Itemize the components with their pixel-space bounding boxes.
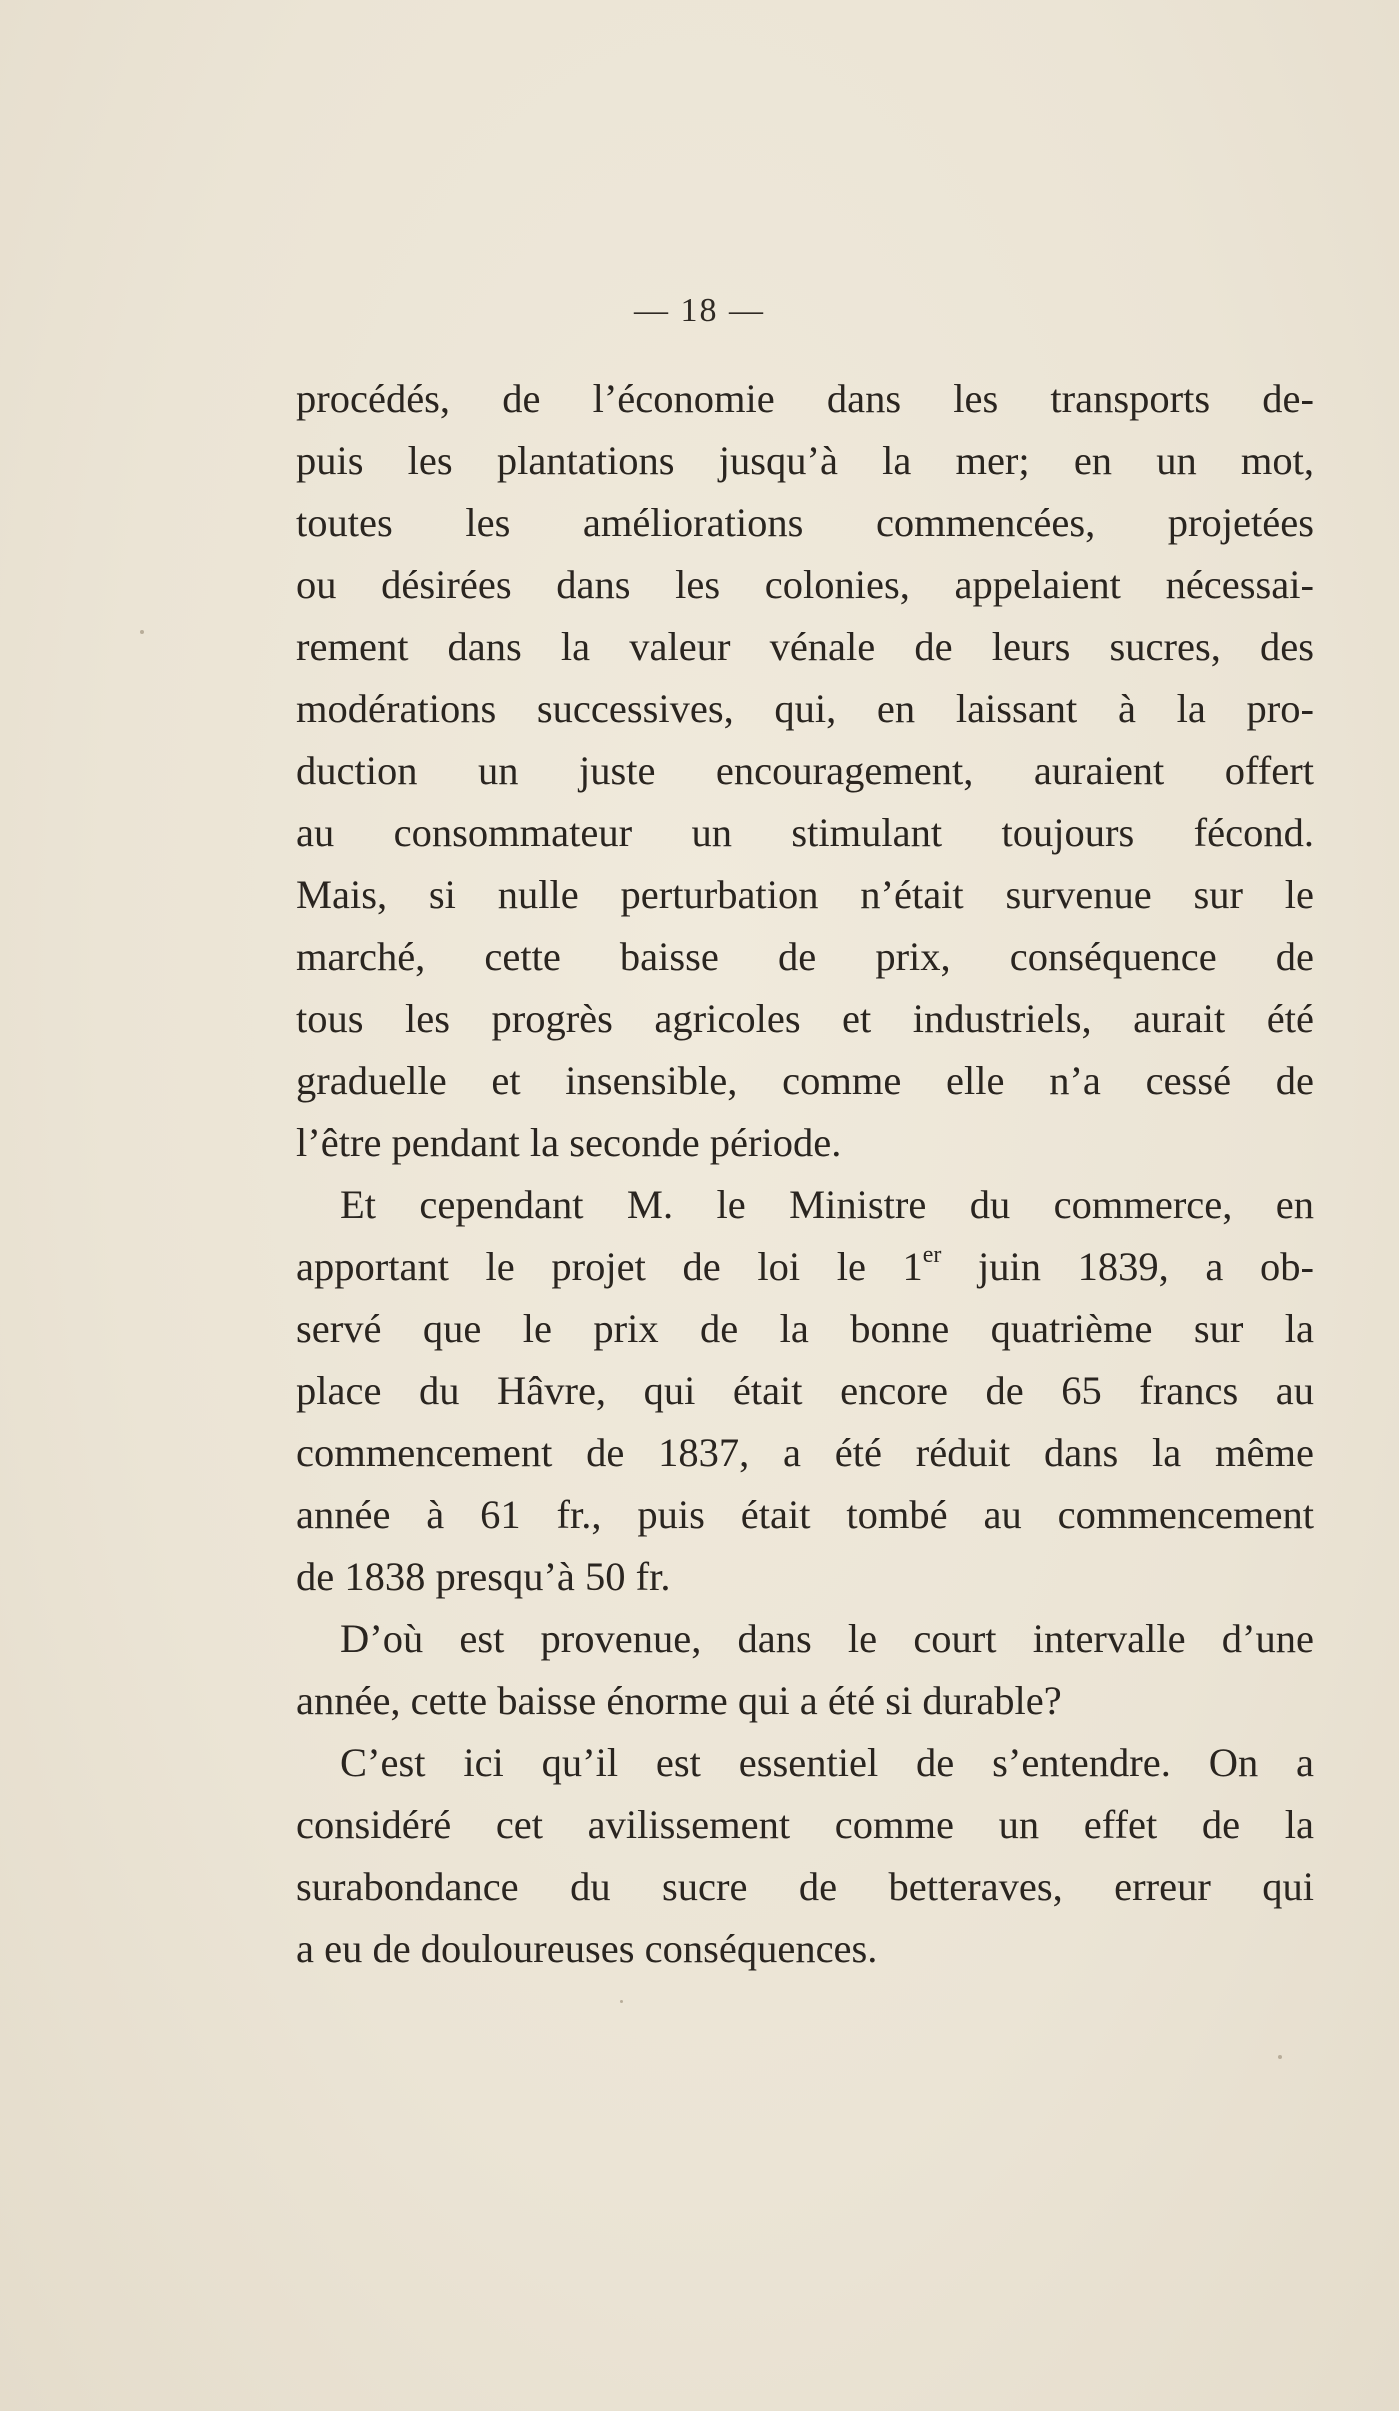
text-line-part: juin 1839, a ob- [941,1244,1314,1289]
page-number: — 18 — [634,292,765,329]
text-line [296,1236,1314,1298]
text-line: commencement de 1837, a été réduit dans la même [296,1430,1314,1475]
paper-speck [140,630,144,634]
text-line: marché, cette baisse de prix, conséquence de [296,934,1314,979]
text-line: D’où est provenue, dans le court intervalle d’une [340,1616,1314,1661]
text-line: puis les plantations jusqu’à la mer; en un mot, [296,438,1314,483]
text-line: l’être pendant la seconde période. [296,1120,842,1165]
paper-speck [620,2000,623,2003]
paper-speck [1278,2055,1282,2059]
text-line: au consommateur un stimulant toujours fécond. [296,810,1314,855]
text-line: surabondance du sucre de betteraves, erreur qui [296,1864,1314,1909]
text-line: tous les progrès agricoles et industriels, aurait été [296,996,1314,1041]
text-line: duction un juste encouragement, auraient offert [296,748,1314,793]
text-line: année à 61 fr., puis était tombé au commencement [296,1492,1314,1537]
text-line: place du Hâvre, qui était encore de 65 francs au [296,1368,1314,1413]
ordinal-superscript: er [922,1242,942,1268]
text-line: rement dans la valeur vénale de leurs sucres, des [296,624,1314,669]
text-line: modérations successives, qui, en laissant à la pro- [296,686,1314,731]
text-line: considéré cet avilissement comme un effet de la [296,1802,1314,1847]
text-line: ou désirées dans les colonies, appelaient nécessai- [296,562,1314,607]
text-line-part: apportant le projet de loi le 1 [296,1244,923,1289]
text-line: Et cependant M. le Ministre du commerce, en [340,1182,1314,1227]
text-line: Mais, si nulle perturbation n’était survenue sur le [296,872,1314,917]
text-line: procédés, de l’économie dans les transports de- [296,376,1314,421]
text-line: année, cette baisse énorme qui a été si durable? [296,1678,1062,1723]
text-line: a eu de douloureuses conséquences. [296,1926,878,1971]
text-line: C’est ici qu’il est essentiel de s’entendre. On a [340,1740,1314,1785]
text-line: toutes les améliorations commencées, projetées [296,500,1314,545]
text-line: de 1838 presqu’à 50 fr. [296,1554,671,1599]
text-line: graduelle et insensible, comme elle n’a cessé de [296,1058,1314,1103]
text-line: servé que le prix de la bonne quatrième sur la [296,1306,1314,1351]
body-text [296,368,1314,1980]
